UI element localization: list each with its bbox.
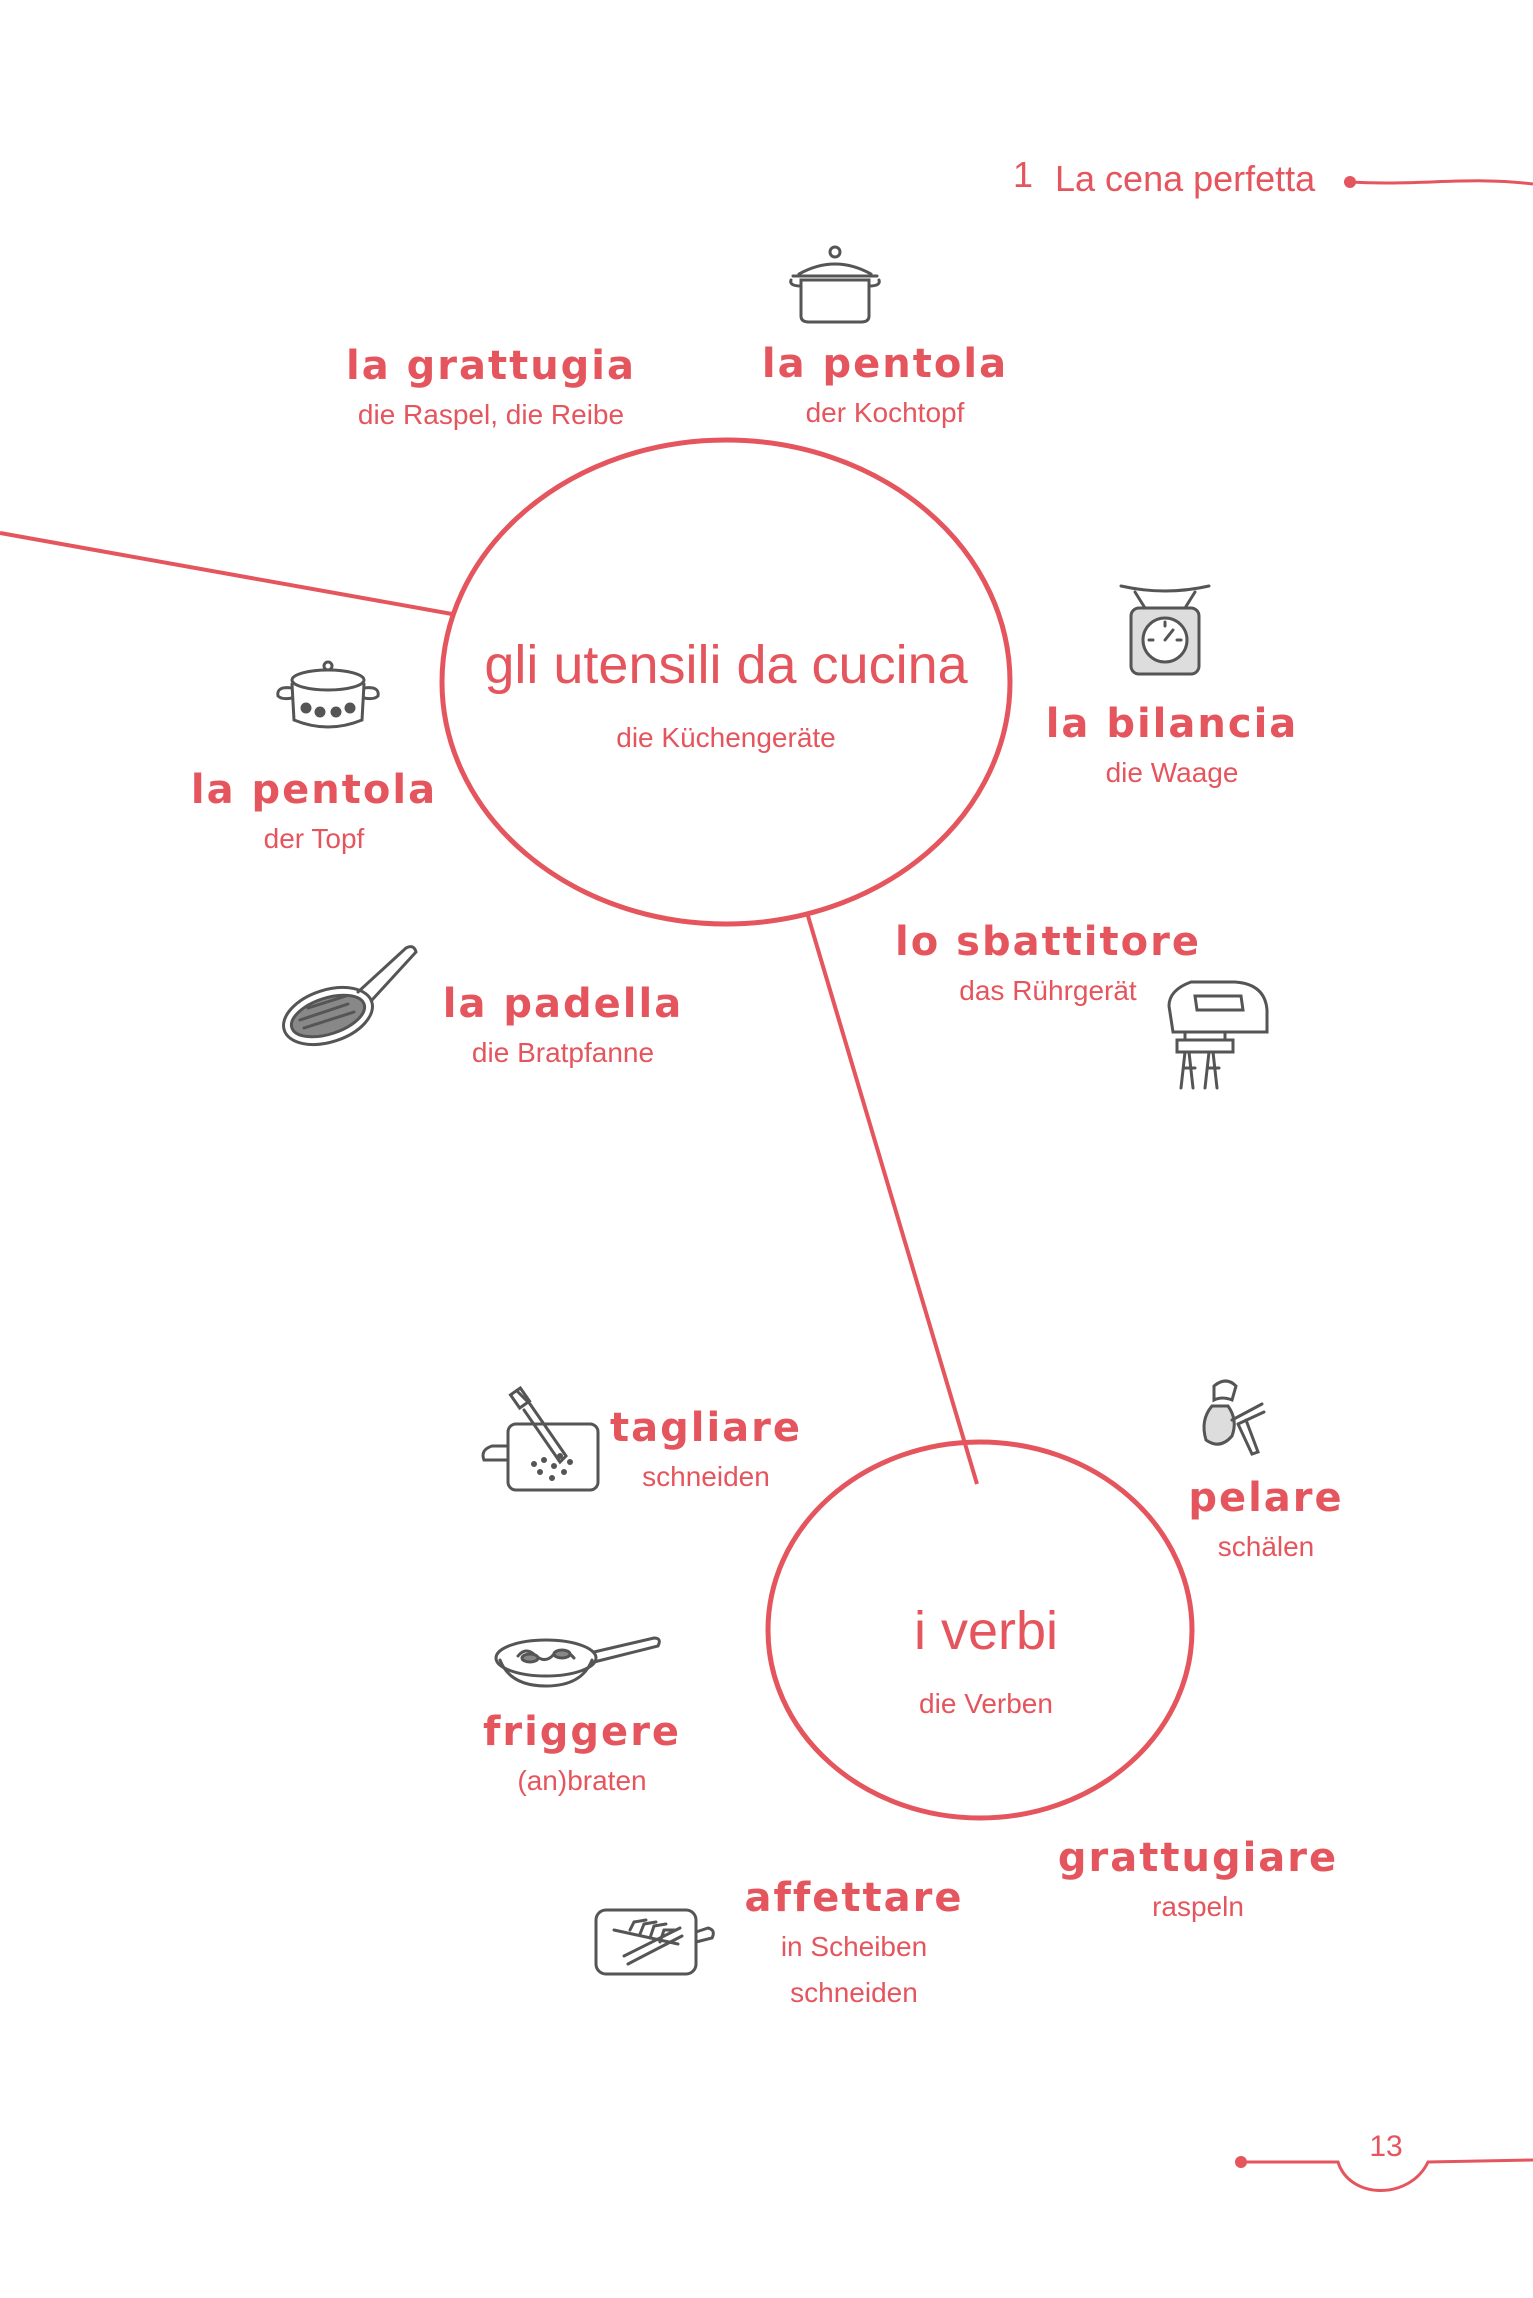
- german-translation-line-2: schneiden: [790, 1977, 918, 2008]
- word-grattugiare: [1058, 1832, 1338, 1930]
- italian-term: la pentola: [190, 767, 438, 813]
- german-translation: schälen: [1217, 1531, 1315, 1562]
- sliced-bread-board-icon: [590, 1900, 720, 1980]
- german-translation: die Bratpfanne: [471, 1037, 655, 1068]
- german-translation: der Topf: [263, 823, 365, 854]
- german-translation: schneiden: [642, 1461, 770, 1492]
- italian-term: affettare: [744, 1875, 964, 1921]
- header-line: [1350, 181, 1533, 184]
- word-la-padella: [443, 978, 683, 1076]
- hub-utensils-subtitle: die Küchengeräte: [616, 722, 836, 753]
- hand-mixer-icon: [1155, 976, 1275, 1096]
- italian-term: tagliare: [609, 1405, 803, 1451]
- german-translation: die Waage: [1105, 757, 1239, 788]
- german-translation: raspeln: [1152, 1891, 1244, 1922]
- italian-term: la padella: [442, 981, 684, 1027]
- hub-verbs-title: i verbi: [913, 1601, 1059, 1661]
- chapter-number: 1: [1013, 154, 1034, 195]
- stockpot-icon: [785, 240, 885, 330]
- hub-verbs-subtitle: die Verben: [919, 1688, 1053, 1719]
- word-la-pentola-kochtopf: [762, 338, 1008, 436]
- german-translation: die Raspel, die Reibe: [357, 399, 625, 430]
- word-affettare: [744, 1872, 963, 2016]
- peeler-icon: [1192, 1370, 1272, 1460]
- word-pelare: [1188, 1472, 1343, 1570]
- word-tagliare: [610, 1402, 802, 1500]
- frying-pan-food-icon: [490, 1624, 665, 1694]
- italian-term: la grattugia: [345, 343, 637, 389]
- italian-term: friggere: [482, 1709, 682, 1755]
- italian-term: grattugiare: [1057, 1835, 1339, 1881]
- kitchen-scale-icon: [1115, 580, 1215, 680]
- frying-pan-icon: [276, 934, 426, 1054]
- hub-utensils-title: gli utensili da cucina: [484, 635, 968, 695]
- connector-left: [0, 533, 452, 614]
- italian-term: la bilancia: [1045, 701, 1299, 747]
- word-la-pentola-topf: [191, 764, 437, 862]
- word-friggere: [483, 1706, 681, 1804]
- german-translation: (an)braten: [517, 1765, 647, 1796]
- footer-line: [1241, 2160, 1533, 2191]
- cutting-board-knife-icon: [474, 1386, 604, 1496]
- italian-term: pelare: [1188, 1475, 1344, 1521]
- italian-term: lo sbattitore: [895, 919, 1201, 965]
- pot-icon: [268, 656, 388, 736]
- italian-term: la pentola: [761, 341, 1009, 387]
- page-number: 13: [1369, 2130, 1403, 2163]
- word-la-grattugia: [346, 340, 636, 438]
- german-translation-line-1: in Scheiben: [780, 1931, 928, 1962]
- german-translation: der Kochtopf: [805, 397, 965, 428]
- chapter-title: La cena perfetta: [1055, 158, 1316, 199]
- word-la-bilancia: [1046, 698, 1299, 796]
- german-translation: das Rührgerät: [959, 975, 1137, 1006]
